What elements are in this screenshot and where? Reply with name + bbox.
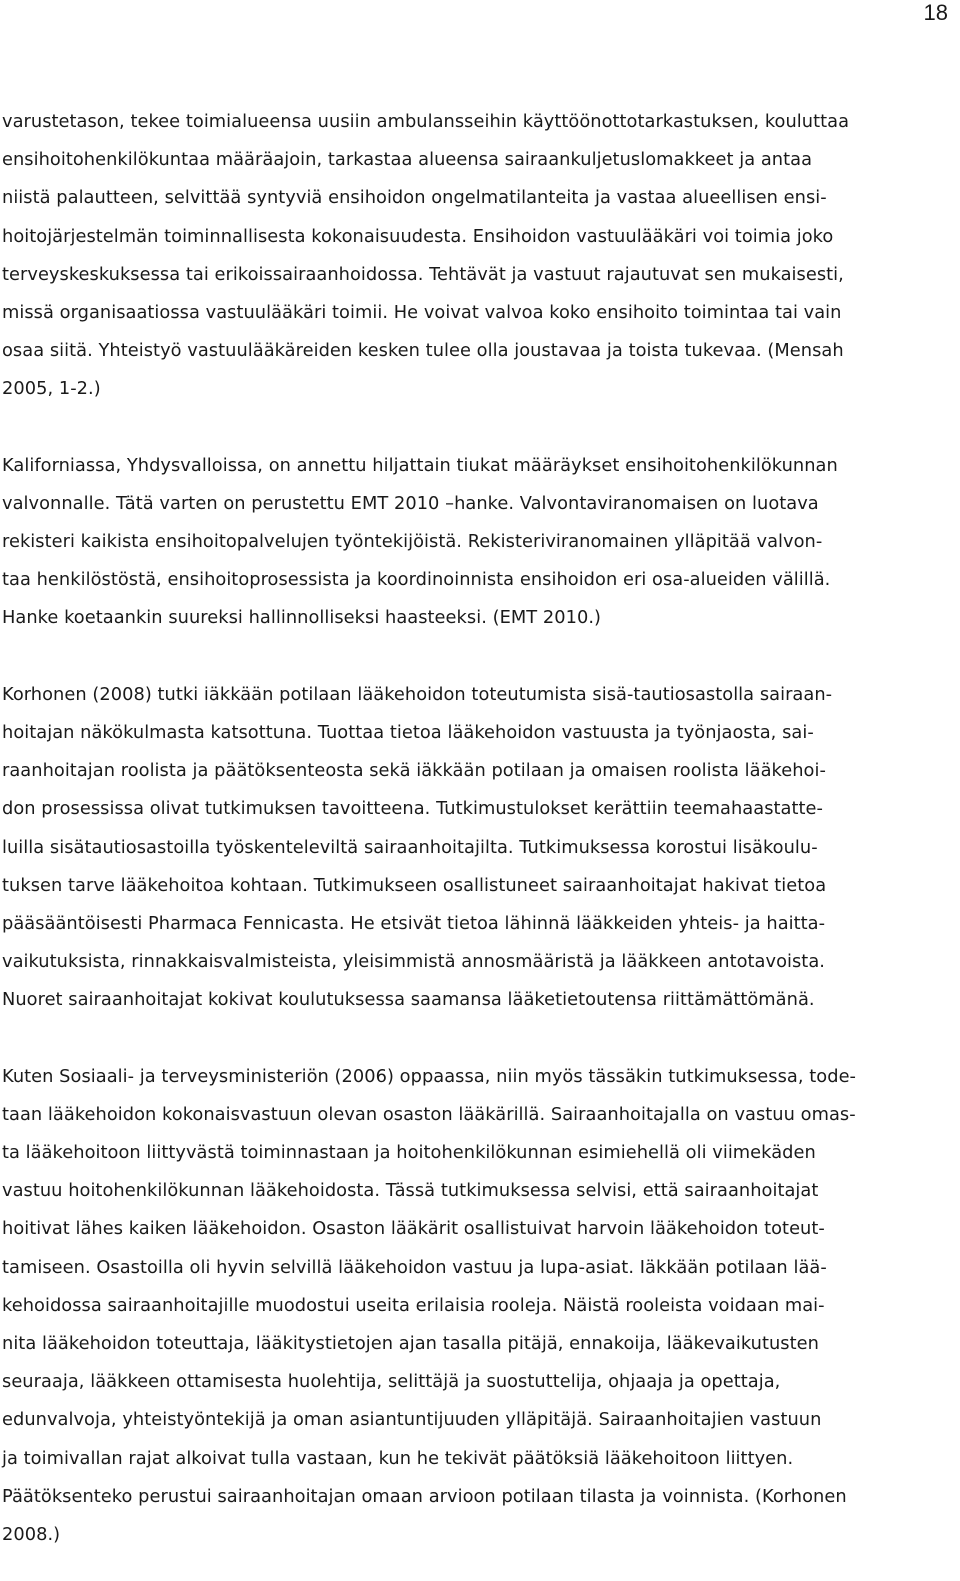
text-line: don prosessissa olivat tutkimuksen tavoitteena. Tutkimustulokset kerättiin teemahaastatte- [2,798,823,820]
text-line: hoitajan näkökulmasta katsottuna. Tuottaa tietoa lääkehoidon vastuusta ja työnjaosta, sai- [2,722,814,743]
text-line: ja toimivallan rajat alkoivat tulla vastaan, kun he tekivät päätöksiä lääkehoitoon liittyen. [2,1447,794,1469]
text-line: rekisteri kaikista ensihoitopalvelujen työntekijöistä. Rekisteriviranomainen ylläpitää valvon- [2,531,823,553]
text-line: vastuu hoitohenkilökunnan lääkehoidosta. Tässä tutkimuksessa selvisi, että sairaanhoitajat [2,1180,819,1202]
text-line: taan lääkehoidon kokonaisvastuun olevan osaston lääkärillä. Sairaanhoitajalla on vastuu omas- [2,1103,856,1125]
text-line: niistä palautteen, selvittää syntyviä ensihoidon ongelmatilanteita ja vastaa alueellisen ensi- [2,187,827,209]
text-line: kehoidossa sairaanhoitajille muodostui useita erilaisia rooleja. Näistä rooleista voidaan mai- [2,1294,825,1316]
paragraph-vastuulaakari [2,103,948,409]
text-line: vaikutuksista, rinnakkaisvalmisteista, yleisimmistä annosmääristä ja lääkkeen antotavoista. [2,951,825,973]
text-line: 2008.) [2,1523,61,1545]
text-line: ta lääkehoitoon liittyvästä toiminnastaan ja hoitohenkilökunnan esimiehellä oli viimekäden [2,1142,816,1164]
text-line: taa henkilöstöstä, ensihoitoprosessista ja koordinoinnista ensihoidon eri osa-alueiden välillä. [2,569,831,591]
text-line: ensihoitohenkilökuntaa määräajoin, tarkastaa alueensa sairaankuljetuslomakkeet ja antaa [2,149,813,171]
text-line: edunvalvoja, yhteistyöntekijä ja oman asiantuntijuuden ylläpitäjä. Sairaanhoitajien vastuun [2,1409,822,1431]
paragraph-gap [2,409,948,447]
text-line: Korhonen (2008) tutki iäkkään potilaan lääkehoidon toteutumista sisä-tautiosastolla sairaan- [2,683,833,705]
text-line: hoitivat lähes kaiken lääkehoidon. Osaston lääkärit osallistuivat harvoin lääkehoidon toteut- [2,1218,825,1240]
page-number: 18 [923,0,948,25]
text-line: 2005, 1-2.) [2,378,101,400]
text-line: Hanke koetaankin suureksi hallinnolliseksi haasteeksi. (EMT 2010.) [2,607,602,629]
text-line: missä organisaatiossa vastuulääkäri toimii. He voivat valvoa koko ensihoito toimintaa tai vain [2,301,842,323]
text-line: varustetason, tekee toimialueensa uusiin ambulansseihin käyttöönottotarkastuksen, kouluttaa [2,111,850,132]
paragraph-korhonen [2,676,948,1020]
text-line: osaa siitä. Yhteistyö vastuulääkäreiden kesken tulee olla joustavaa ja toista tukevaa. (Mensah [2,340,844,362]
text-line: Kaliforniassa, Yhdysvalloissa, on annettu hiljattain tiukat määräykset ensihoitohenkilökunnan [2,454,838,476]
document-body [2,103,948,1554]
text-line: hoitojärjestelmän toiminnallisesta kokonaisuudesta. Ensihoidon vastuulääkäri voi toimia joko [2,225,834,247]
text-line: Nuoret sairaanhoitajat kokivat koulutuksessa saamansa lääketietoutensa riittämättömänä. [2,989,815,1011]
text-line: raanhoitajan roolista ja päätöksenteosta sekä iäkkään potilaan ja omaisen roolista lääkehoi- [2,760,826,782]
paragraph-sosiaali-ministerio [2,1058,948,1554]
text-line: tamiseen. Osastoilla oli hyvin selvillä lääkehoidon vastuu ja lupa-asiat. Iäkkään potilaan lää- [2,1256,827,1278]
text-line: Päätöksenteko perustui sairaanhoitajan omaan arvioon potilaan tilasta ja voinnista. (Korhonen [2,1485,847,1507]
paragraph-gap [2,1020,948,1058]
paragraph-gap [2,638,948,676]
paragraph-kalifornia [2,447,948,638]
text-line: pääsääntöisesti Pharmaca Fennicasta. He etsivät tietoa lähinnä lääkkeiden yhteis- ja haitta- [2,912,826,934]
text-line: terveyskeskuksessa tai erikoissairaanhoidossa. Tehtävät ja vastuut rajautuvat sen mukaisesti, [2,263,844,285]
text-line: valvonnalle. Tätä varten on perustettu EMT 2010 –hanke. Valvontaviranomaisen on luotava [2,492,819,514]
text-line: Kuten Sosiaali- ja terveysministeriön (2006) oppaassa, niin myös tässäkin tutkimuksessa, tode- [2,1065,857,1087]
text-line: luilla sisätautiosastoilla työskenteleviltä sairaanhoitajilta. Tutkimuksessa korostui lisäkoulu- [2,836,818,858]
text-line: seuraaja, lääkkeen ottamisesta huolehtija, selittäjä ja suostuttelija, ohjaaja ja opettaja, [2,1371,781,1393]
text-line: nita lääkehoidon toteuttaja, lääkitystietojen ajan tasalla pitäjä, ennakoija, lääkevaikutusten [2,1333,819,1354]
text-line: tuksen tarve lääkehoitoa kohtaan. Tutkimukseen osallistuneet sairaanhoitajat hakivat tietoa [2,874,827,896]
